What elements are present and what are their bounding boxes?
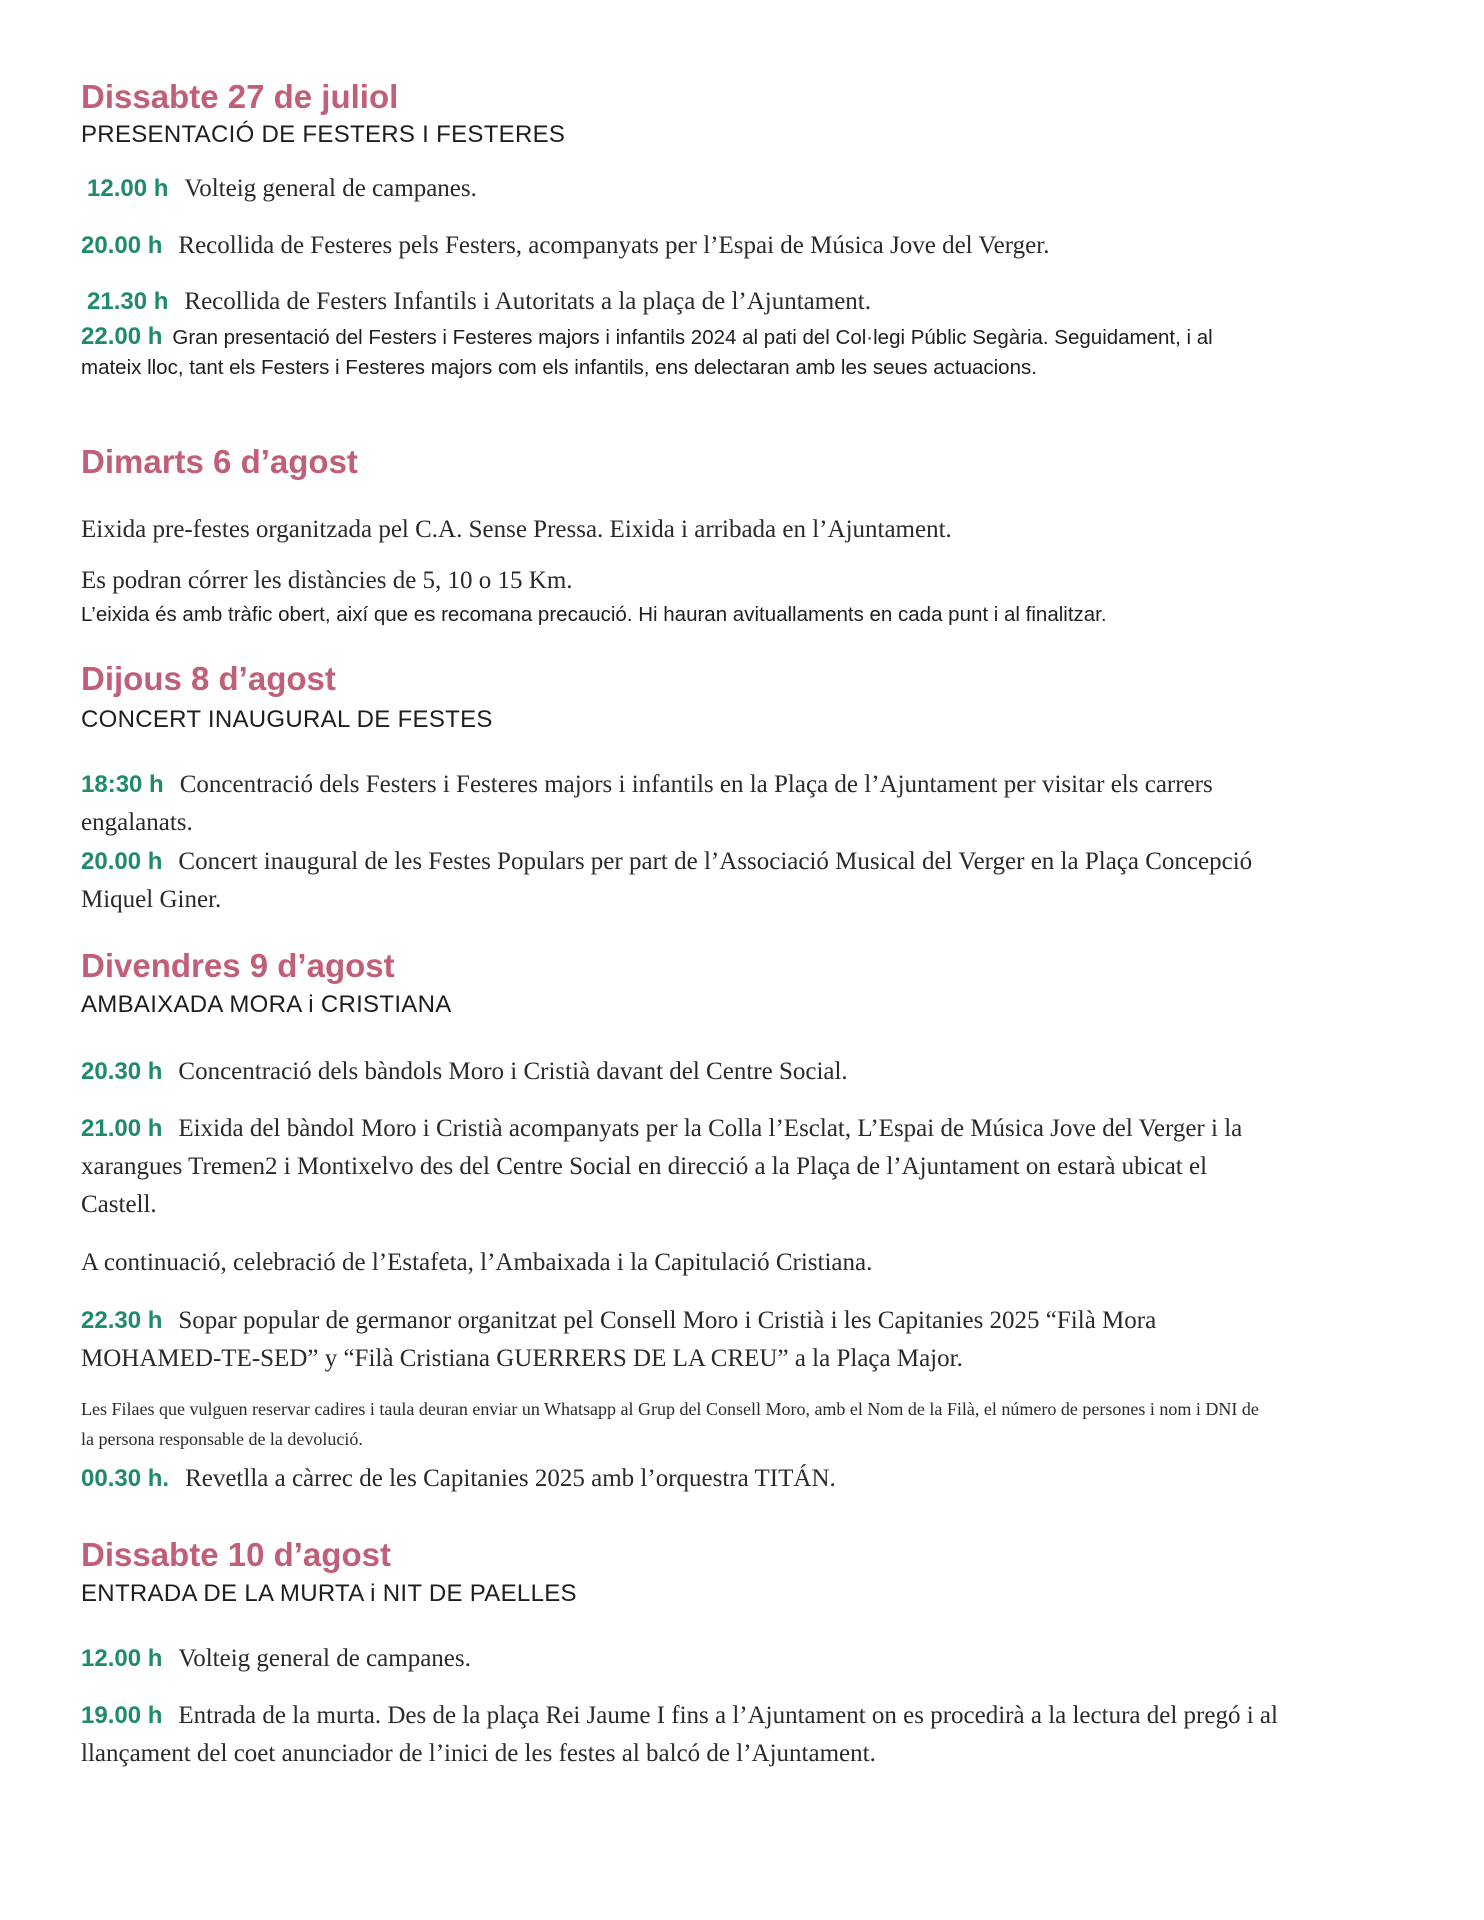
event-text: Eixida del bàndol Moro i Cristià acompanyats per la Colla l’Esclat, L’Espai de Música Jove del Verger i la xarangues Tremen2 i Montixelvo des del Centre Social en direcció a la Plaça de l’Ajuntament on estarà ubicat el Castell. <box>81 1115 1243 1218</box>
event-text: Concentració dels bàndols Moro i Cristià davant del Centre Social. <box>178 1058 848 1085</box>
event-item <box>81 1110 1281 1224</box>
event-text: Volteig general de campanes. <box>184 175 477 202</box>
event-item <box>81 227 1301 265</box>
event-text: Gran presentació del Festers i Festeres majors i infantils 2024 al pati del Col·legi Públic Segària. Seguidament, i al mateix lloc, tant els Festers i Festeres majors com els infantils, ens delectaran amb les seues actuacions. <box>81 326 1213 379</box>
event-time: 12.00 h <box>81 1645 163 1672</box>
event-item <box>81 322 1231 383</box>
section-subtitle: PRESENTACIÓ DE FESTERS I FESTERES <box>81 121 566 148</box>
event-time: 00.30 h. <box>81 1465 170 1492</box>
event-time: 22.30 h <box>81 1307 163 1334</box>
event-text: Concentració dels Festers i Festeres majors i infantils en la Plaça de l’Ajuntament per visitar els carrers engalanats. <box>81 771 1213 836</box>
event-time: 19.00 h <box>81 1702 163 1729</box>
event-time: 20.00 h <box>81 232 163 259</box>
section-subtitle: ENTRADA DE LA MURTA i NIT DE PAELLES <box>81 1580 577 1607</box>
event-text: A continuació, celebració de l’Estafeta, l’Ambaixada i la Capitulació Cristiana. <box>81 1249 873 1276</box>
event-time: 21.00 h <box>81 1115 163 1142</box>
event-text: Les Filaes que vulguen reservar cadires i taula deuran enviar un Whatsapp al Grup del Consell Moro, amb el Nom de la Filà, el número de persones i nom i DNI de la persona responsable de la devolució. <box>81 1399 1259 1449</box>
event-item <box>81 1460 1301 1498</box>
section-heading: Dimarts 6 d’agost <box>81 443 358 480</box>
event-text: Sopar popular de germanor organitzat pel Consell Moro i Cristià i les Capitanies 2025 “Filà Mora MOHAMED-TE-SED” y “Filà Cristiana GUERRERS DE LA CREU” a la Plaça Major. <box>81 1307 1157 1372</box>
section-line: L’eixida és amb tràfic obert, així que es recomana precaució. Hi hauran avituallaments en cada punt i al finalitzar. <box>81 603 1107 626</box>
event-note <box>81 1394 1261 1454</box>
event-text: Volteig general de campanes. <box>178 1645 471 1672</box>
event-item <box>81 1053 1301 1091</box>
section-line: Eixida pre-festes organitzada pel C.A. Sense Pressa. Eixida i arribada en l’Ajuntament. <box>81 516 952 543</box>
event-text: Recollida de Festers Infantils i Autoritats a la plaça de l’Ajuntament. <box>184 288 871 315</box>
section-heading: Divendres 9 d’agost <box>81 947 395 984</box>
event-time: 12.00 h <box>87 175 169 202</box>
event-time: 20.30 h <box>81 1058 163 1085</box>
section-heading: Dijous 8 d’agost <box>81 660 336 697</box>
event-item <box>81 766 1281 842</box>
event-text: Recollida de Festeres pels Festers, acompanyats per l’Espai de Música Jove del Verger. <box>178 232 1050 259</box>
section-heading: Dissabte 10 d’agost <box>81 1536 391 1573</box>
section-subtitle: AMBAIXADA MORA i CRISTIANA <box>81 991 452 1018</box>
event-item <box>81 1244 1301 1282</box>
event-item <box>81 1640 1301 1678</box>
event-item <box>81 170 1301 208</box>
event-time: 18:30 h <box>81 771 164 798</box>
event-text: Revetlla a càrrec de les Capitanies 2025 amb l’orquestra TITÁN. <box>185 1465 836 1492</box>
event-item <box>81 1302 1281 1378</box>
event-text: Concert inaugural de les Festes Populars per part de l’Associació Musical del Verger en la Plaça Concepció Miquel Giner. <box>81 848 1253 913</box>
section-heading: Dissabte 27 de juliol <box>81 78 399 115</box>
section-subtitle: CONCERT INAUGURAL DE FESTES <box>81 706 493 733</box>
event-text: Entrada de la murta. Des de la plaça Rei Jaume I fins a l’Ajuntament on es procedirà a la lectura del pregó i al llançament del coet anunciador de l’inici de les festes al balcó de l’Ajuntament. <box>81 1702 1278 1767</box>
event-item <box>81 1697 1281 1773</box>
event-time: 21.30 h <box>87 288 169 315</box>
event-time: 20.00 h <box>81 848 163 875</box>
event-time: 22.00 h <box>81 323 163 350</box>
section-line: Es podran córrer les distàncies de 5, 10 o 15 Km. <box>81 567 573 594</box>
event-item <box>81 843 1281 919</box>
event-item <box>81 283 1301 321</box>
